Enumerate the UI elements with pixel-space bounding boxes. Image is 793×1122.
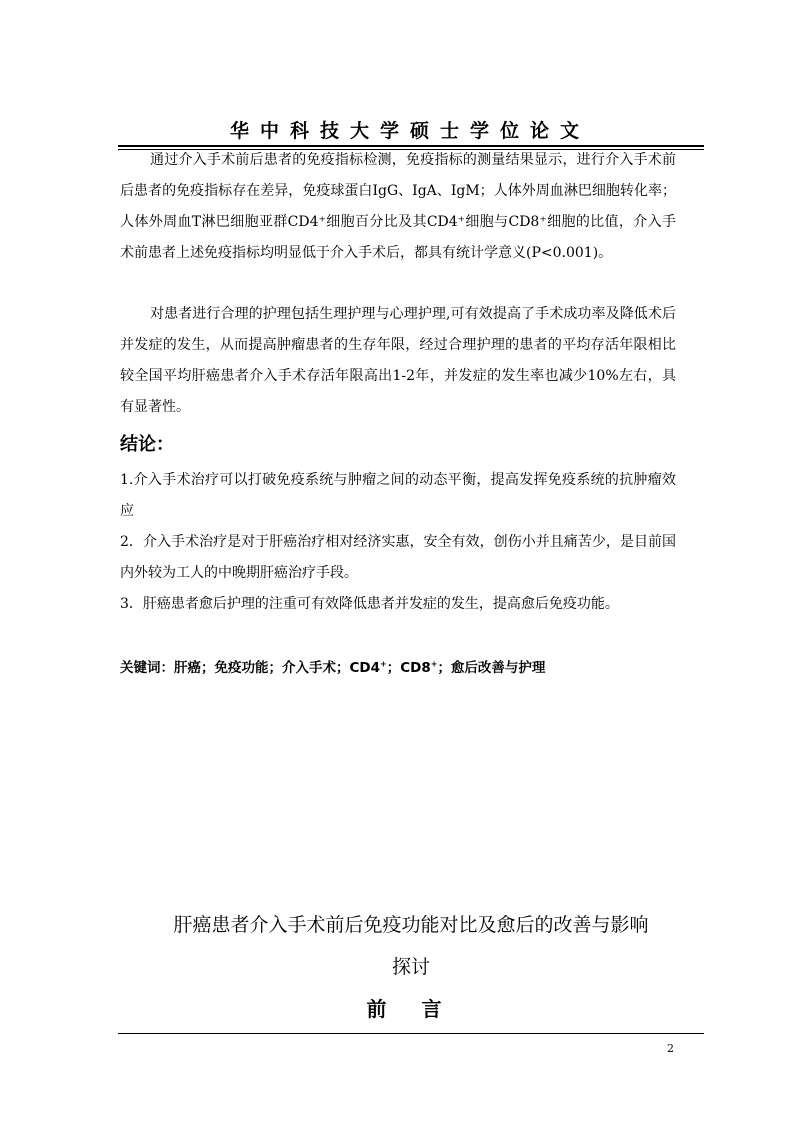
keywords-label: 关键词： [120,660,174,676]
keywords-part-3: ；愈后改善与护理 [437,660,546,676]
conclusion-item-3: 3．肝癌患者愈后护理的注重可有效降低患者并发症的发生，提高愈后免疫功能。 [120,596,619,612]
conclusion-heading: 结论： [120,434,174,455]
conclusion-list [120,465,676,620]
conclusion-item-1: 1.介入手术治疗可以打破免疫系统与肿瘤之间的动态平衡，提高发挥免疫系统的抗肿瘤效应 [120,472,676,519]
footer-rule [118,1033,704,1034]
conclusion-item-2: 2．介入手术治疗是对于肝癌治疗相对经济实惠，安全有效，创伤小并且痛苦少，是目前国内外较为工人的中晚期肝癌治疗手段。 [120,534,676,581]
keywords-line [120,656,545,676]
keywords-part-1: 肝癌；免疫功能；介入手术；CD4 [174,660,381,676]
thesis-title-line-1: 肝癌患者介入手术前后免疫功能对比及愈后的改善与影响 [173,914,649,936]
keywords-sup-2: + [430,659,438,669]
keywords-part-2: ；CD8 [386,660,431,676]
abstract-paragraph-2: 对患者进行合理的护理包括生理护理与心理护理,可有效提高了手术成功率及降低术后并发症的发生，从而提高肿瘤患者的生存年限，经过合理护理的患者的平均存活年限相比较全国平均肝癌患者介入手术存活年限高出1-2年，并发症的发生率也减少10%左右，具有显著性。 [120,306,676,415]
page-number: 2 [667,1042,674,1055]
keywords-sup-1: + [380,659,387,669]
running-header-title: 华中科技大学硕士学位论文 [229,120,590,142]
abstract-paragraph-1: 通过介入手术前后患者的免疫指标检测，免疫指标的测量结果显示，进行介入手术前后患者的免疫指标存在差异，免疫球蛋白IgG、IgA、IgM；人体外周血淋巴细胞转化率；人体外周血T淋巴细胞亚群CD4⁺细胞百分比及其CD4⁺细胞与CD8⁺细胞的比值，介入手术前患者上述免疫指标均明显低于介入手术后，都具有统计学意义(P<0.001)。 [120,152,676,261]
section-heading-preface: 前 言 [366,997,456,1021]
thesis-title-line-2: 探讨 [391,956,430,978]
